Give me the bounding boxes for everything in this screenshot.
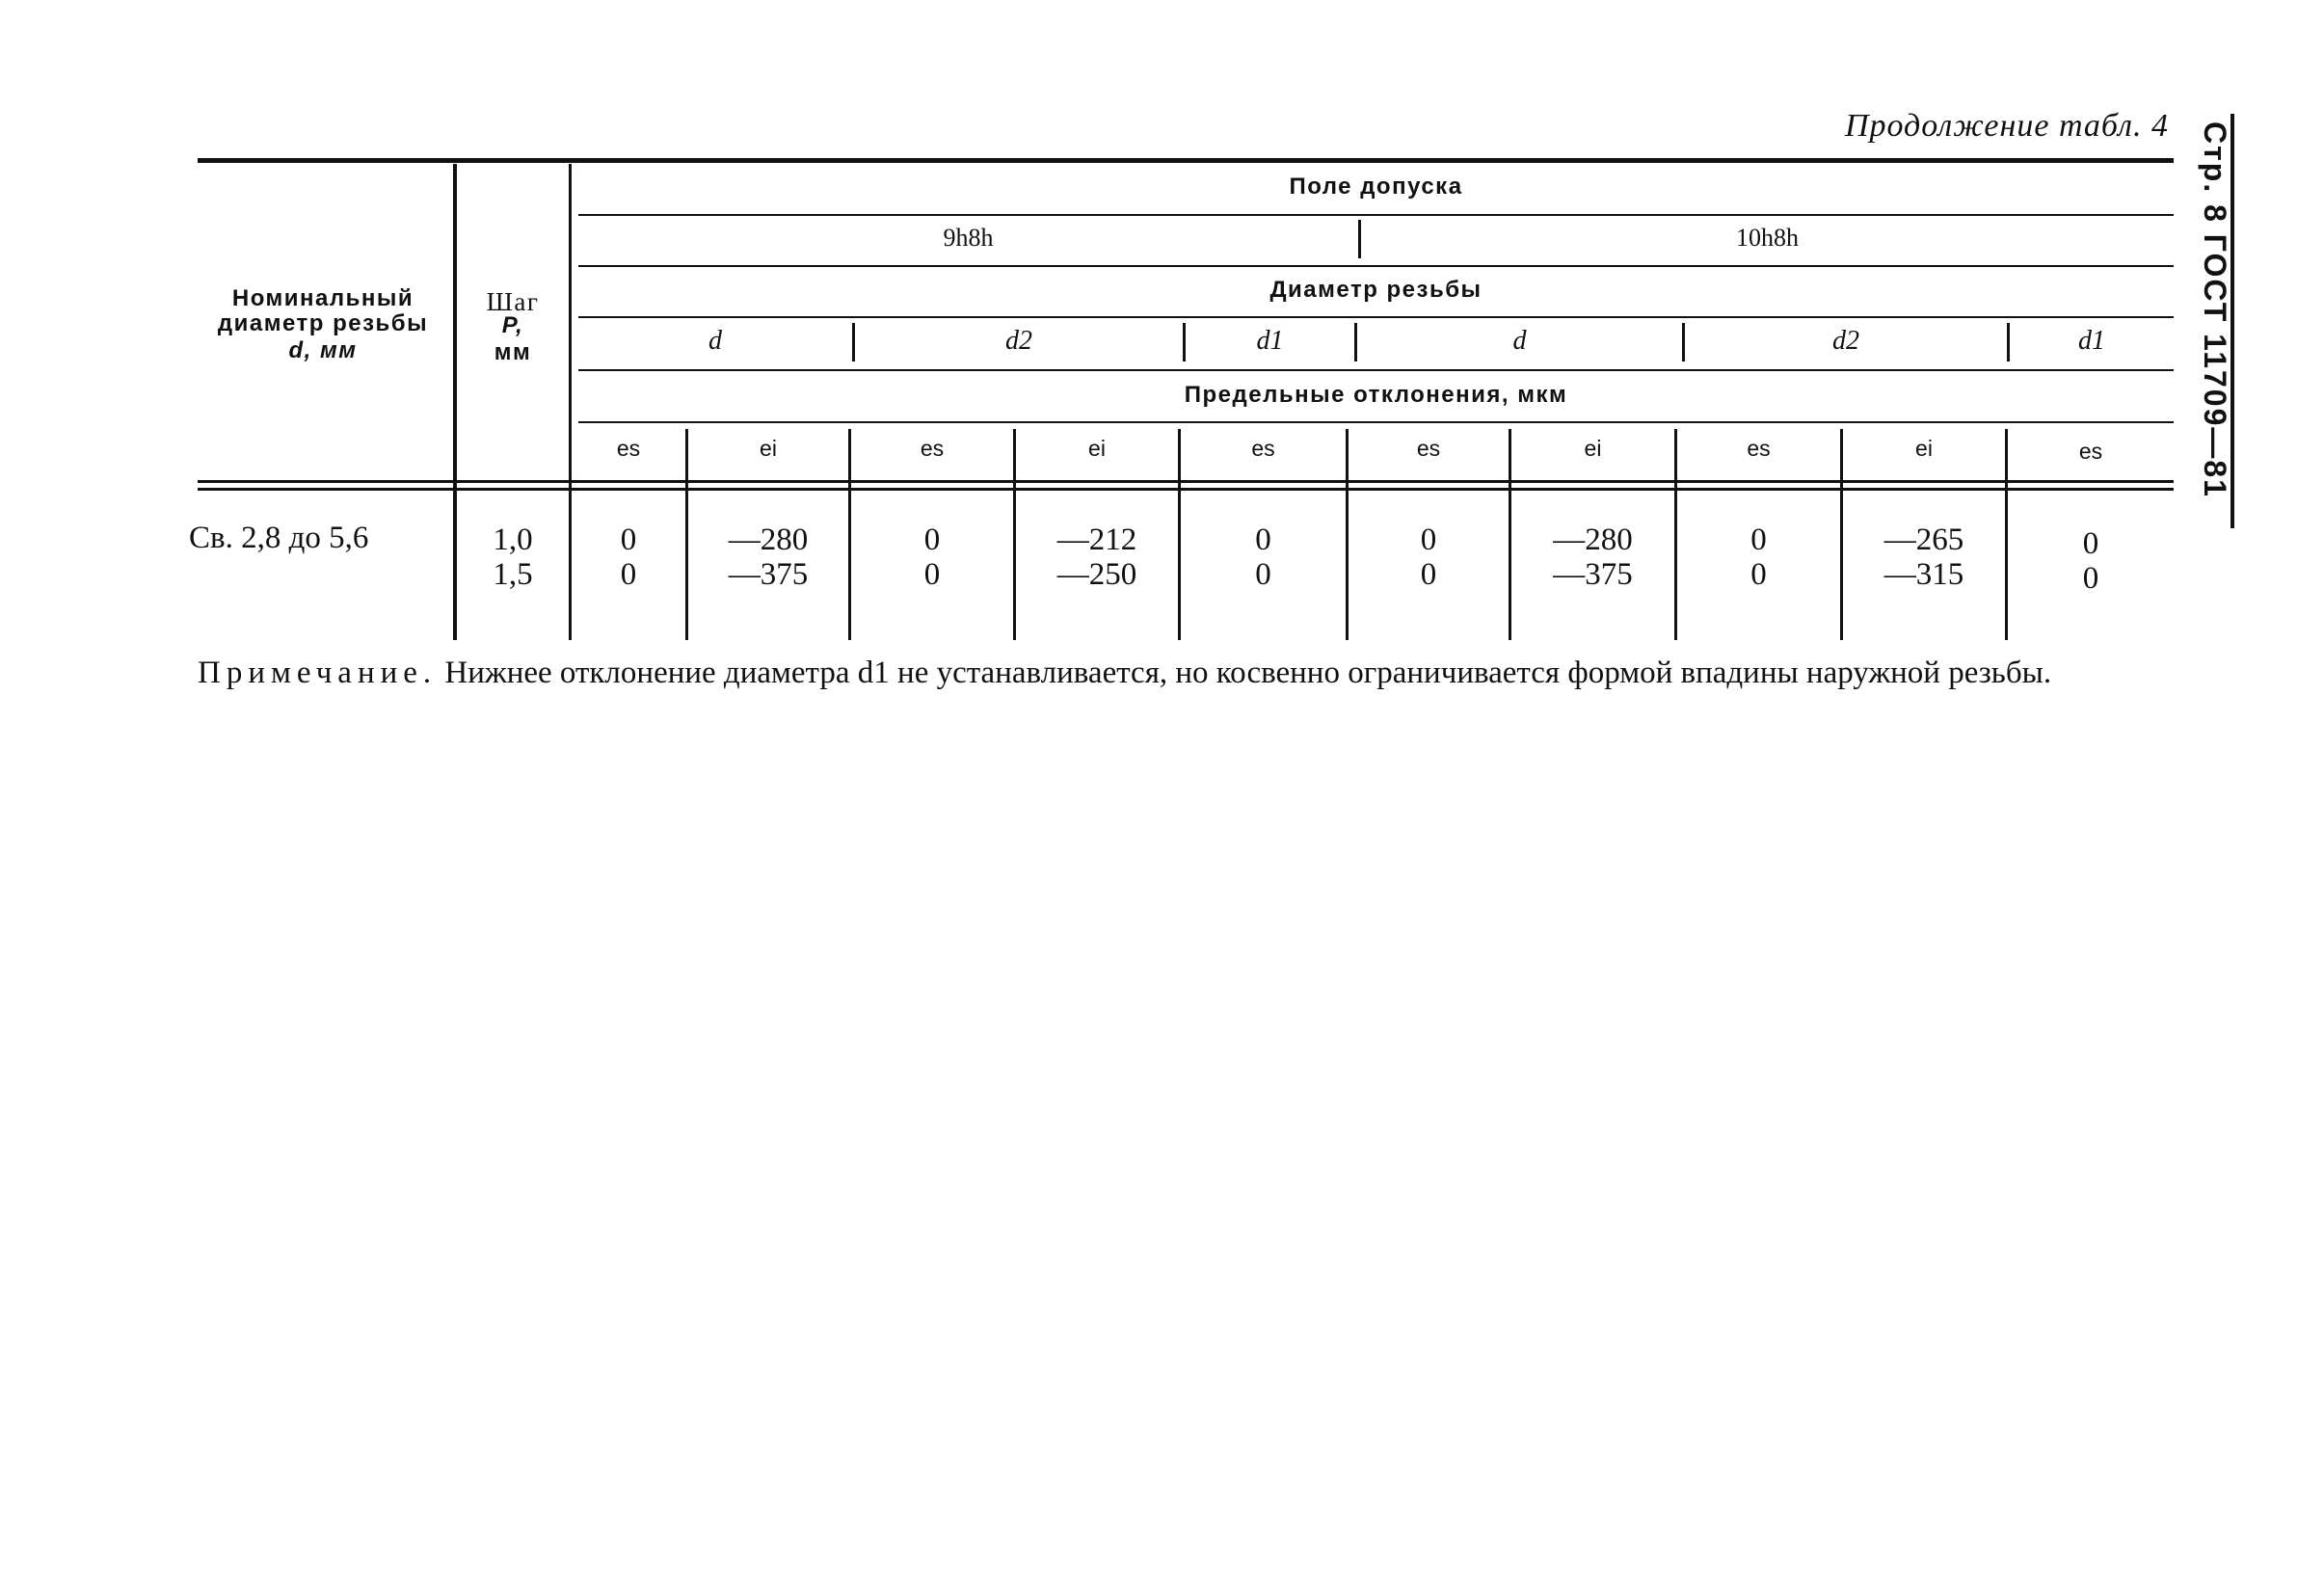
rule-under-diameters (578, 369, 2174, 371)
note-text: Нижнее отклонение диаметра d1 не устанавливается, но косвенно ограничивается формой впадины наружной резьбы. (444, 656, 2052, 690)
rule-under-thread-diameter (578, 316, 2174, 318)
table-note (198, 656, 2174, 691)
header-tolerance-field: Поле допуска (1289, 174, 1463, 200)
cell-col7-r2: —375 (1553, 557, 1633, 592)
cell-col1-r2: 0 (620, 557, 637, 592)
cell-col10-r2: 0 (2082, 561, 2099, 596)
cell-col5-r1: 0 (1255, 522, 1271, 557)
page-number-and-standard: Стр. 8 ГОСТ 11709—81 (2198, 121, 2232, 498)
header-dev-col-7: ei (1584, 436, 1602, 461)
cell-col10-r1: 0 (2082, 526, 2099, 561)
row-nominal-diameter: Св. 2,8 до 5,6 (189, 521, 369, 555)
header-dev-col-9: ei (1915, 436, 1933, 461)
table-top-rule (198, 158, 2174, 163)
cell-col7-r1: —280 (1553, 522, 1633, 557)
header-bottom-rule-1 (198, 480, 2174, 483)
header-diameter-d2-10h8h: d2 (1832, 326, 1859, 356)
page-header-vertical (2175, 121, 2252, 526)
cell-col3-r2: 0 (923, 557, 941, 592)
header-diameter-d2-9h8h: d2 (1005, 326, 1032, 356)
header-dev-col-3: es (920, 436, 945, 461)
header-step-line1: Шаг (486, 287, 540, 316)
note-label: Примечание. (198, 656, 438, 690)
header-thread-diameter: Диаметр резьбы (1269, 277, 1483, 303)
header-dev-col-6: es (1416, 436, 1441, 461)
header-nominal-line3: d, мм (288, 337, 358, 363)
cell-col4-r1: —212 (1056, 522, 1137, 557)
cell-col9-r2: —315 (1883, 557, 1964, 592)
vrule-nominal-step (453, 164, 457, 640)
cell-col9-r1: —265 (1883, 522, 1964, 557)
cell-col8-r1: 0 (1750, 522, 1767, 557)
header-diameter-d1-10h8h: d1 (2078, 326, 2105, 356)
rule-under-limit-deviations (578, 421, 2174, 423)
header-diameter-d1-9h8h: d1 (1256, 326, 1284, 356)
header-dev-col-4: ei (1088, 436, 1106, 461)
cell-col1-r1: 0 (620, 522, 637, 557)
cell-col8-r2: 0 (1750, 557, 1767, 592)
cell-col2-r1: —280 (728, 522, 809, 557)
cell-col6-r2: 0 (1420, 557, 1437, 592)
header-diameter-d-9h8h: d (708, 326, 722, 356)
header-step-line2: P, (501, 312, 524, 338)
header-nominal-line2: диаметр резьбы (217, 310, 429, 336)
header-dev-col-8: es (1747, 436, 1771, 461)
rule-under-tolerance-field (578, 214, 2174, 216)
cell-col6-r1: 0 (1420, 522, 1437, 557)
header-dev-col-10: es (2078, 439, 2103, 464)
header-diameter-d-10h8h: d (1512, 326, 1527, 356)
header-bottom-rule-2 (198, 488, 2174, 491)
header-dev-col-2: ei (760, 436, 777, 461)
rule-under-field-groups (578, 265, 2174, 267)
header-field-9h8h: 9h8h (943, 224, 994, 252)
header-dev-col-1: es (616, 436, 641, 461)
cell-col2-r2: —375 (728, 557, 809, 592)
header-step-line3: мм (494, 339, 532, 365)
header-limit-deviations: Предельные отклонения, мкм (1184, 382, 1568, 408)
cell-col5-r2: 0 (1255, 557, 1271, 592)
row-step-2: 1,5 (493, 557, 533, 592)
cell-col4-r2: —250 (1056, 557, 1137, 592)
cell-col3-r1: 0 (923, 522, 941, 557)
header-nominal-line1: Номинальный (231, 285, 414, 311)
header-dev-col-5: es (1251, 436, 1275, 461)
continuation-label: Продолжение табл. 4 (1844, 108, 2169, 144)
header-field-10h8h: 10h8h (1736, 224, 1799, 252)
row-step-1: 1,0 (493, 522, 533, 557)
